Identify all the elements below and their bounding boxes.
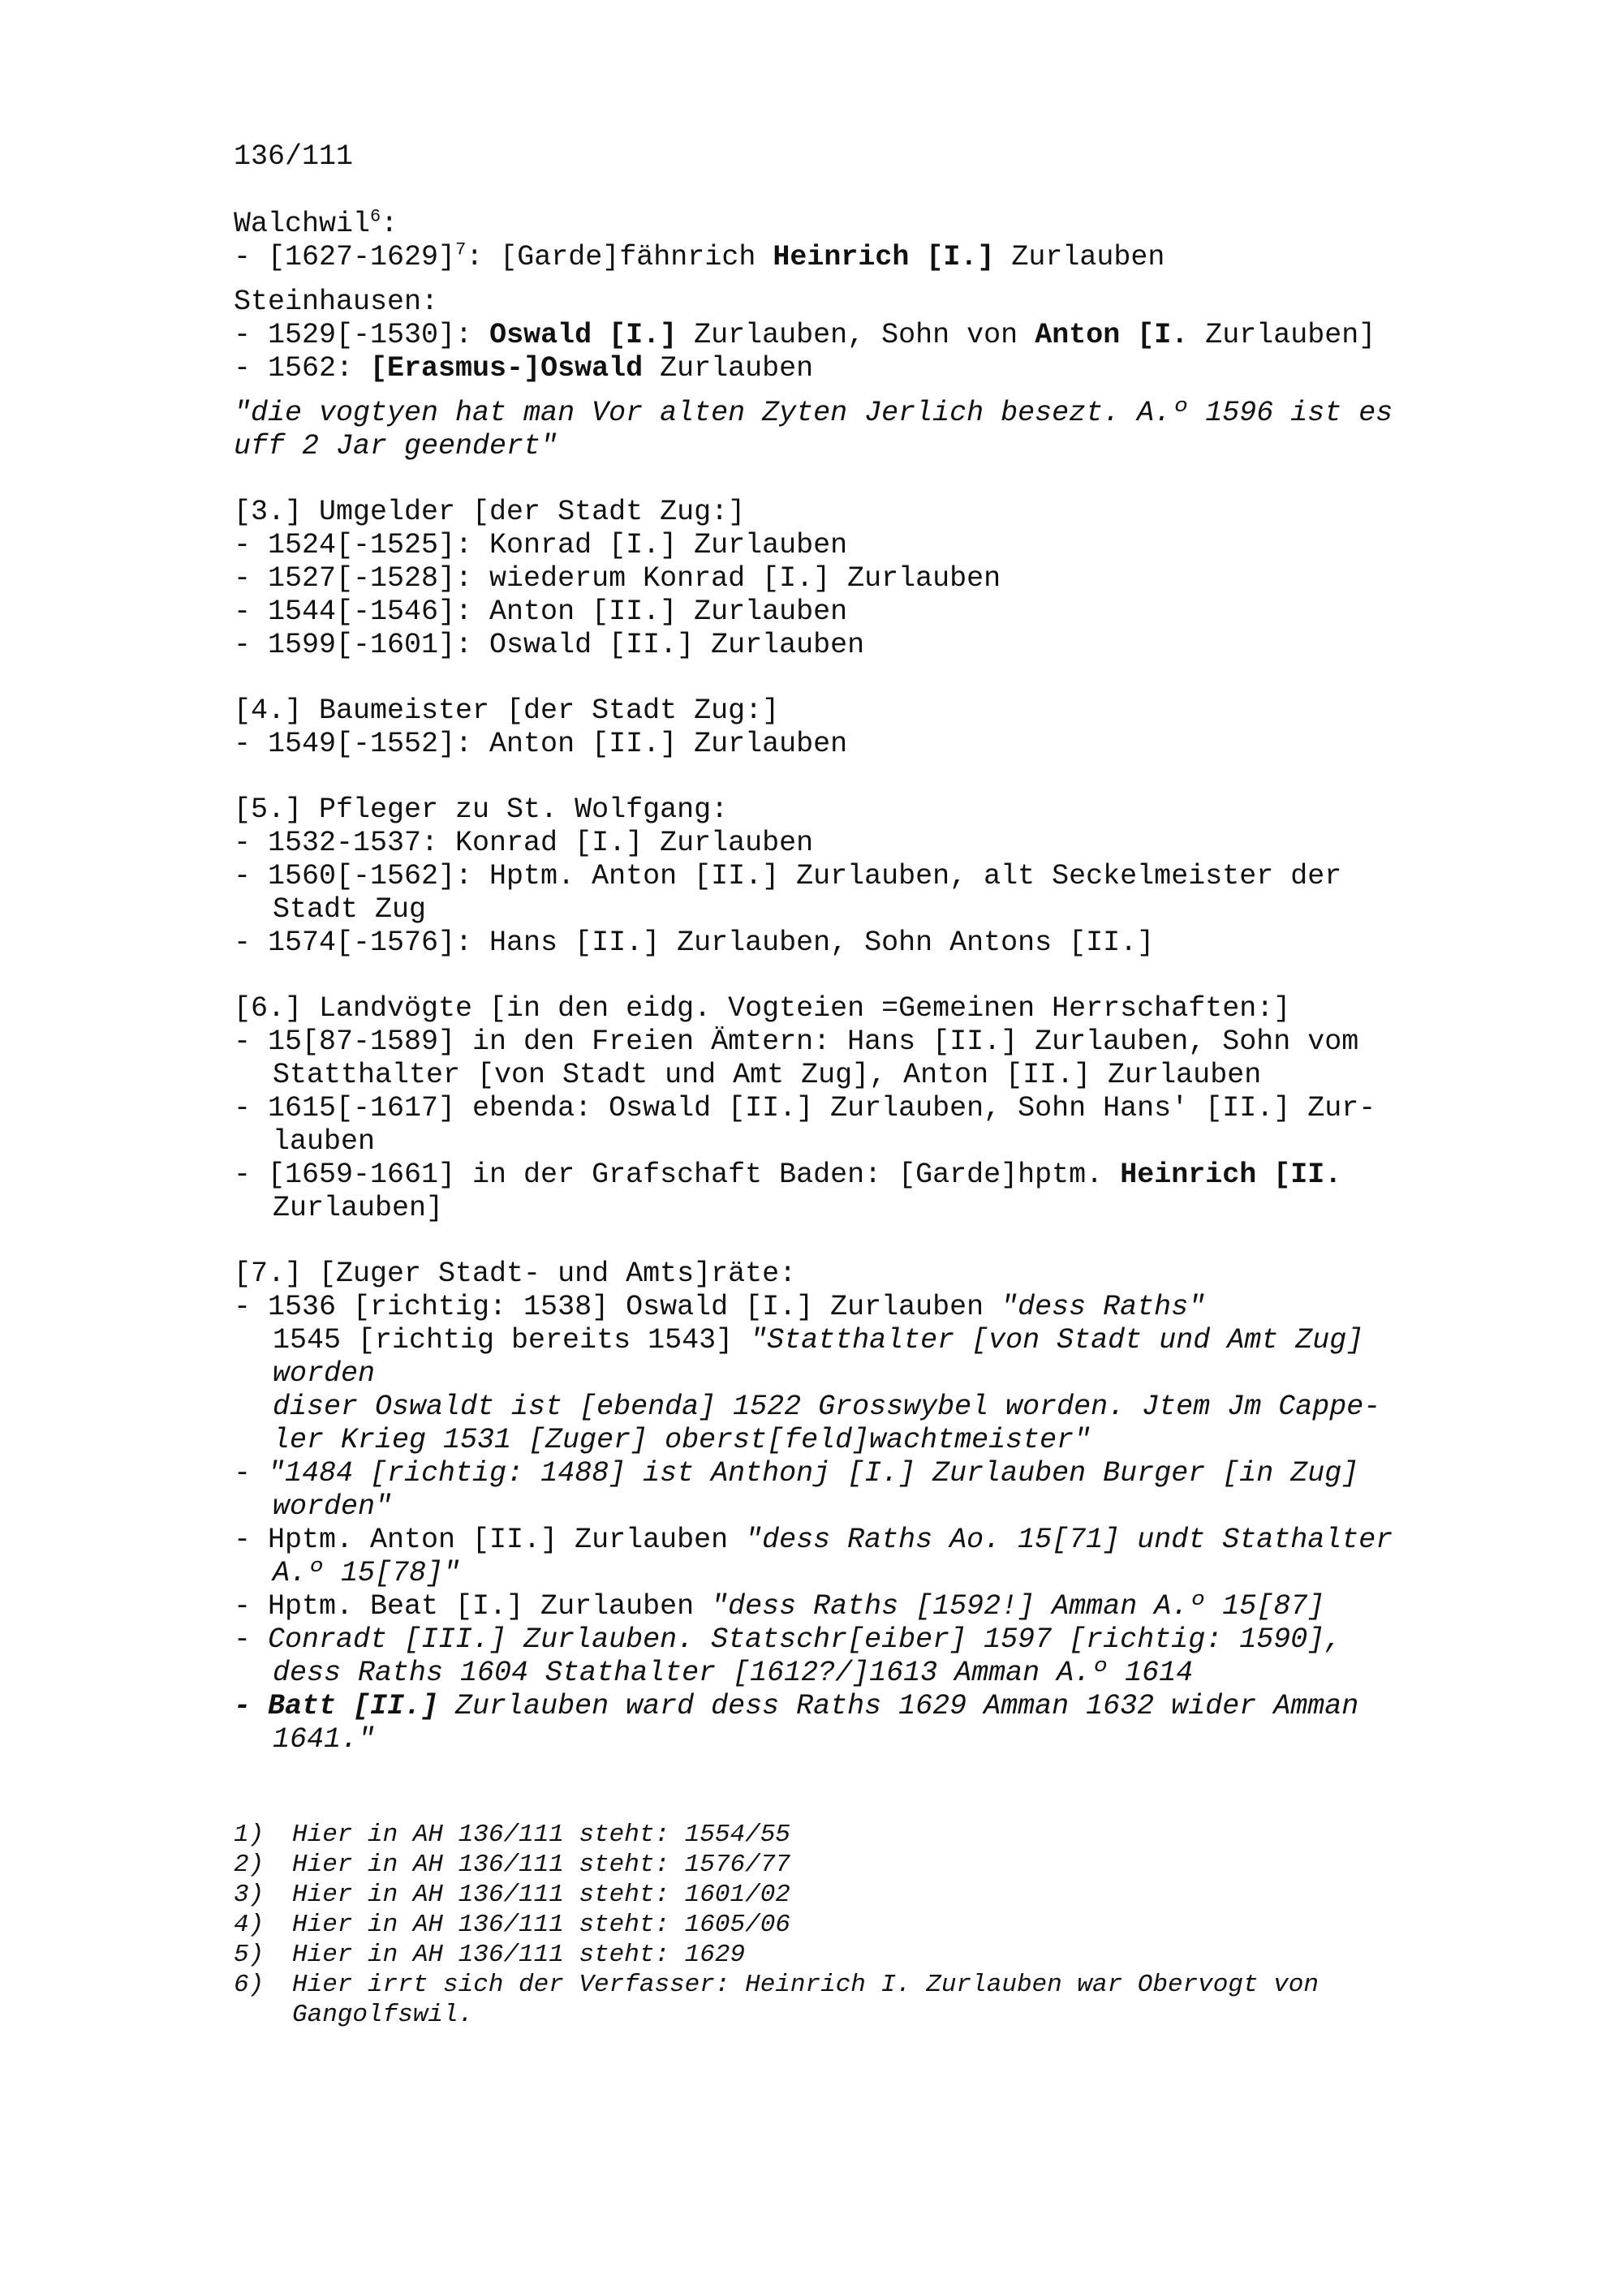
footnote [234,1910,1500,1940]
list-item: - 1527[-1528]: wiederum Konrad [I.] Zurlauben [234,562,1001,595]
list-item: - 1599[-1601]: Oswald [II.] Zurlauben [234,629,865,661]
list-item: - [1659-1661] in der Grafschaft Baden: [Garde]hptm. Heinrich [II. [234,1159,1342,1191]
list-item-continuation: 1641." [273,1723,376,1756]
list-item-continuation: ler Krieg 1531 [Zuger] oberst[feld]wachtmeister" [273,1424,1091,1456]
list-item-continuation: lauben [273,1125,376,1158]
list-item-continuation: diser Oswaldt ist [ebenda] 1522 Grosswybel worden. Jtem Jm Cappe- [273,1391,1381,1423]
list-item-continuation: dess Raths 1604 Stathalter [1612?/]1613 Amman A.º 1614 [273,1657,1194,1689]
walchwil-heading: Walchwil$^6$: [234,206,398,240]
list-item-continuation: A.º 15[78]" [273,1557,461,1589]
quote-line: uff 2 Jar geendert" [234,430,558,462]
list-item: - 1544[-1546]: Anton [II.] Zurlauben [234,595,848,628]
page-number: 136/111 [234,140,354,173]
list-item-continuation: worden [273,1357,376,1390]
list-item-continuation: Zurlauben] [273,1192,444,1224]
footnote-number: 5) [234,1941,265,1969]
list-item: - 1560[-1562]: Hptm. Anton [II.] Zurlauben, alt Seckelmeister der [234,860,1342,892]
footnote-number: 3) [234,1881,265,1909]
section-heading: [4.] Baumeister [der Stadt Zug:] [234,694,780,727]
list-item: - Hptm. Anton [II.] Zurlauben "dess Raths Ao. 15[71] undt Stathalter [234,1524,1393,1556]
footnote-text: Hier in AH 136/111 steht: 1576/77 [292,1851,790,1879]
footnote-number: 2) [234,1851,265,1879]
footnote-text: Hier in AH 136/111 steht: 1629 [292,1941,746,1969]
footnote-number: 4) [234,1911,265,1939]
list-item: - Batt [II.] Zurlauben ward dess Raths 1629 Amman 1632 wider Amman [234,1690,1359,1722]
list-item: - 1549[-1552]: Anton [II.] Zurlauben [234,728,848,760]
footnote-text: Hier in AH 136/111 steht: 1601/02 [292,1881,790,1909]
section-heading: [7.] [Zuger Stadt- und Amts]räte: [234,1258,797,1290]
footnote-text: Hier irrt sich der Verfasser: Heinrich I. Zurlauben war Obervogt von Gangolfswil. [292,1971,1319,2029]
footnote [234,1820,1500,1850]
steinhausen-heading: Steinhausen: [234,286,439,318]
quote-line: "die vogtyen hat man Vor alten Zyten Jerlich besezt. A.º 1596 ist es [234,397,1393,429]
footnote-ref: 6 [370,206,381,227]
list-item: - 1574[-1576]: Hans [II.] Zurlauben, Sohn Antons [II.] [234,927,1155,959]
list-item-continuation: worden" [273,1490,393,1523]
footnote-number: 6) [234,1971,265,1999]
section-heading: [6.] Landvögte [in den eidg. Vogteien =Gemeinen Herrschaften:] [234,992,1291,1025]
list-item: - Hptm. Beat [I.] Zurlauben "dess Raths [1592!] Amman A.º 15[87] [234,1590,1325,1623]
footnote [234,1880,1500,1910]
list-item: - 1615[-1617] ebenda: Oswald [II.] Zurlauben, Sohn Hans' [II.] Zur- [234,1092,1376,1124]
list-item-continuation: Stadt Zug [273,893,427,926]
footnote [234,1970,1500,2030]
list-item: - "1484 [richtig: 1488] ist Anthonj [I.] Zurlauben Burger [in Zug] [234,1457,1359,1490]
footnote [234,1940,1500,1970]
list-item: - 1524[-1525]: Konrad [I.] Zurlauben [234,529,848,561]
footnote-number: 1) [234,1821,265,1849]
list-item: - 1536 [richtig: 1538] Oswald [I.] Zurlauben "dess Raths" [234,1291,1206,1323]
walchwil-item: - [1627-1629]$^7$: [Garde]fähnrich Heinrich [I.] Zurlauben [234,239,1165,273]
section-heading: [3.] Umgelder [der Stadt Zug:] [234,496,746,528]
footnote-ref: 7 [455,239,467,260]
steinhausen-item: - 1529[-1530]: Oswald [I.] Zurlauben, Sohn von Anton [I. Zurlauben] [234,319,1376,351]
list-item-continuation: 1545 [richtig bereits 1543] "Statthalter [von Stadt und Amt Zug] [273,1324,1364,1357]
list-item: - Conradt [III.] Zurlauben. Statschr[eiber] 1597 [richtig: 1590], [234,1623,1342,1656]
document-body [234,208,1500,1756]
list-item: - 1532-1537: Konrad [I.] Zurlauben [234,827,814,859]
footnote-text: Hier in AH 136/111 steht: 1554/55 [292,1821,790,1849]
footnote-text: Hier in AH 136/111 steht: 1605/06 [292,1911,790,1939]
list-item: - 15[87-1589] in den Freien Ämtern: Hans [II.] Zurlauben, Sohn vom [234,1025,1359,1058]
section-heading: [5.] Pfleger zu St. Wolfgang: [234,793,729,826]
footnote [234,1850,1500,1880]
steinhausen-item: - 1562: [Erasmus-]Oswald Zurlauben [234,352,814,385]
footnotes [234,1820,1500,2030]
list-item-continuation: Statthalter [von Stadt und Amt Zug], Anton [II.] Zurlauben [273,1059,1262,1091]
